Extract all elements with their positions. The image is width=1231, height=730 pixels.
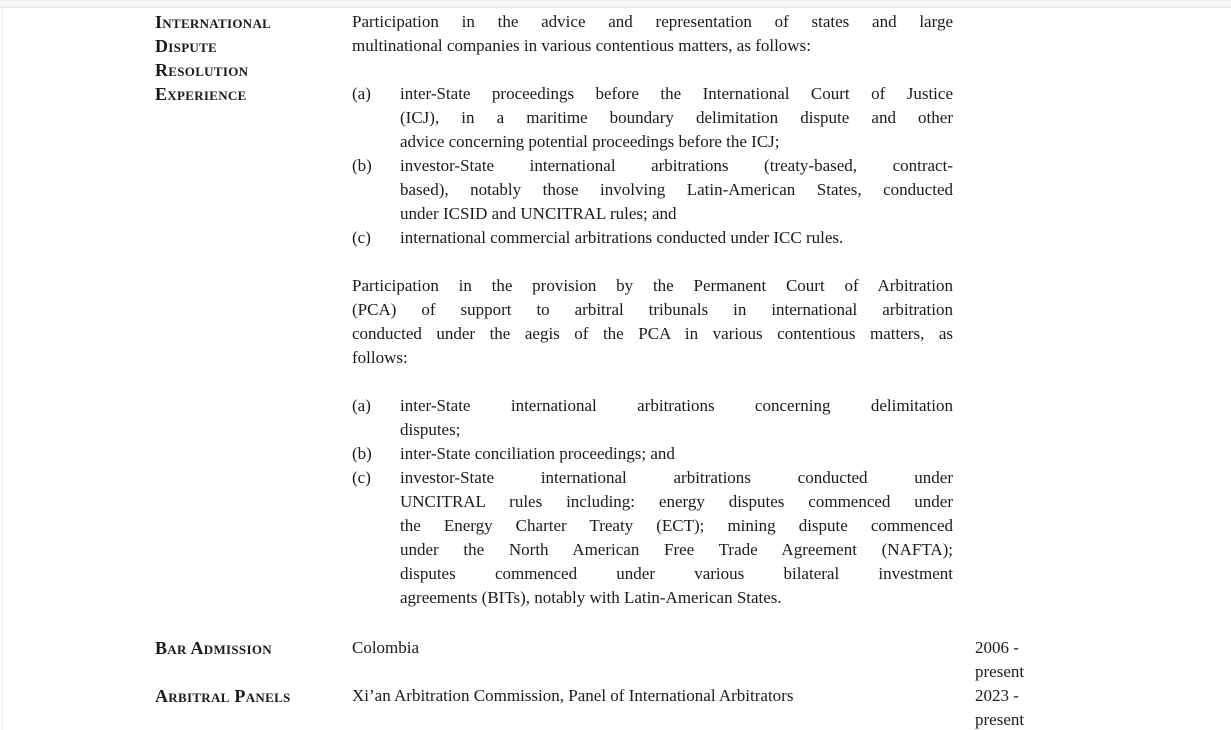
- list-item-marker: (b): [352, 444, 372, 463]
- text-line: Participation in the provision by the Permanent Court of Arbitration: [352, 276, 953, 295]
- date-line: 2006 -: [975, 638, 1019, 657]
- list-item-text: [400, 442, 953, 466]
- text-line: disputes commenced under various bilateral investment: [400, 564, 953, 583]
- text-line: investor-State international arbitrations (treaty-based, contract-: [400, 156, 953, 175]
- section-label-line: Experience: [155, 84, 247, 104]
- list-item: [352, 226, 953, 250]
- text-line: Participation in the advice and representation of states and large: [352, 12, 953, 31]
- section-label-line: Bar Admission: [155, 638, 272, 658]
- section-label-line: Dispute: [155, 36, 218, 56]
- date-line: present: [975, 662, 1025, 681]
- text-line: advice concerning potential proceedings before the ICJ;: [400, 132, 780, 151]
- section-body-arbitral-panels: [352, 684, 953, 708]
- list-item-text: [400, 394, 953, 442]
- page-top-edge: [0, 0, 1231, 8]
- text-line: inter-State conciliation proceedings; and: [400, 444, 675, 463]
- text-line: international commercial arbitrations conducted under ICC rules.: [400, 228, 844, 247]
- paragraph-representation: [352, 10, 953, 58]
- section-label-line: International: [155, 12, 272, 32]
- text-line: (PCA) of support to arbitral tribunals in international arbitration: [352, 300, 953, 319]
- list-item-text: [400, 154, 953, 226]
- text-line: multinational companies in various contentious matters, as follows:: [352, 36, 811, 55]
- section-arbitral-panels: [0, 684, 1231, 730]
- bar-admission-value: Colombia: [352, 638, 420, 657]
- text-line: investor-State international arbitrations conducted under: [400, 468, 953, 487]
- list-item-marker: (c): [352, 468, 371, 487]
- text-line: disputes;: [400, 420, 461, 439]
- section-body-bar-admission: [352, 636, 953, 660]
- blank-line: [352, 370, 953, 394]
- text-line: inter-State proceedings before the International Court of Justice: [400, 84, 953, 103]
- list-item: [352, 154, 953, 226]
- date-line: 2023 -: [975, 686, 1019, 705]
- text-line: the Energy Charter Treaty (ECT); mining dispute commenced: [400, 516, 953, 535]
- section-label-line: Resolution: [155, 60, 249, 80]
- arbitral-panels-dates: [975, 684, 1061, 730]
- text-line: UNCITRAL rules including: energy disputes commenced under: [400, 492, 953, 511]
- list-item-marker: (a): [352, 84, 371, 103]
- section-experience: [0, 10, 1231, 610]
- text-line: agreements (BITs), notably with Latin-American States.: [400, 588, 782, 607]
- list-item-text: [400, 226, 953, 250]
- section-bar-admission: [0, 636, 1231, 684]
- date-line: present: [975, 710, 1025, 729]
- section-label-arbitral-panels: [155, 684, 352, 708]
- list-item: [352, 394, 953, 442]
- section-label-experience: [155, 10, 352, 106]
- list-pca-matters: [352, 394, 953, 610]
- list-item-text: [400, 82, 953, 154]
- list-item-marker: (a): [352, 396, 371, 415]
- list-item-marker: (b): [352, 156, 372, 175]
- list-representation-matters: [352, 82, 953, 250]
- list-item: [352, 442, 953, 466]
- text-line: under the North American Free Trade Agreement (NAFTA);: [400, 540, 953, 559]
- list-item: [352, 466, 953, 610]
- list-item-marker: (c): [352, 228, 371, 247]
- section-body-experience: [352, 10, 953, 610]
- text-line: follows:: [352, 348, 408, 367]
- arbitral-panels-value: Xi’an Arbitration Commission, Panel of International Arbitrators: [352, 686, 794, 705]
- list-item-text: [400, 466, 953, 610]
- section-label-line: Arbitral Panels: [155, 686, 291, 706]
- text-line: inter-State international arbitrations concerning delimitation: [400, 396, 953, 415]
- section-label-bar-admission: [155, 636, 352, 660]
- text-line: (ICJ), in a maritime boundary delimitation dispute and other: [400, 108, 953, 127]
- blank-line: [352, 58, 953, 82]
- bar-admission-dates: [975, 636, 1061, 684]
- text-line: conducted under the aegis of the PCA in various contentious matters, as: [352, 324, 953, 343]
- list-item: [352, 82, 953, 154]
- blank-line: [352, 250, 953, 274]
- text-line: based), notably those involving Latin-American States, conducted: [400, 180, 953, 199]
- paragraph-pca-support: [352, 274, 953, 370]
- text-line: under ICSID and UNCITRAL rules; and: [400, 204, 677, 223]
- document-page: [0, 10, 1231, 730]
